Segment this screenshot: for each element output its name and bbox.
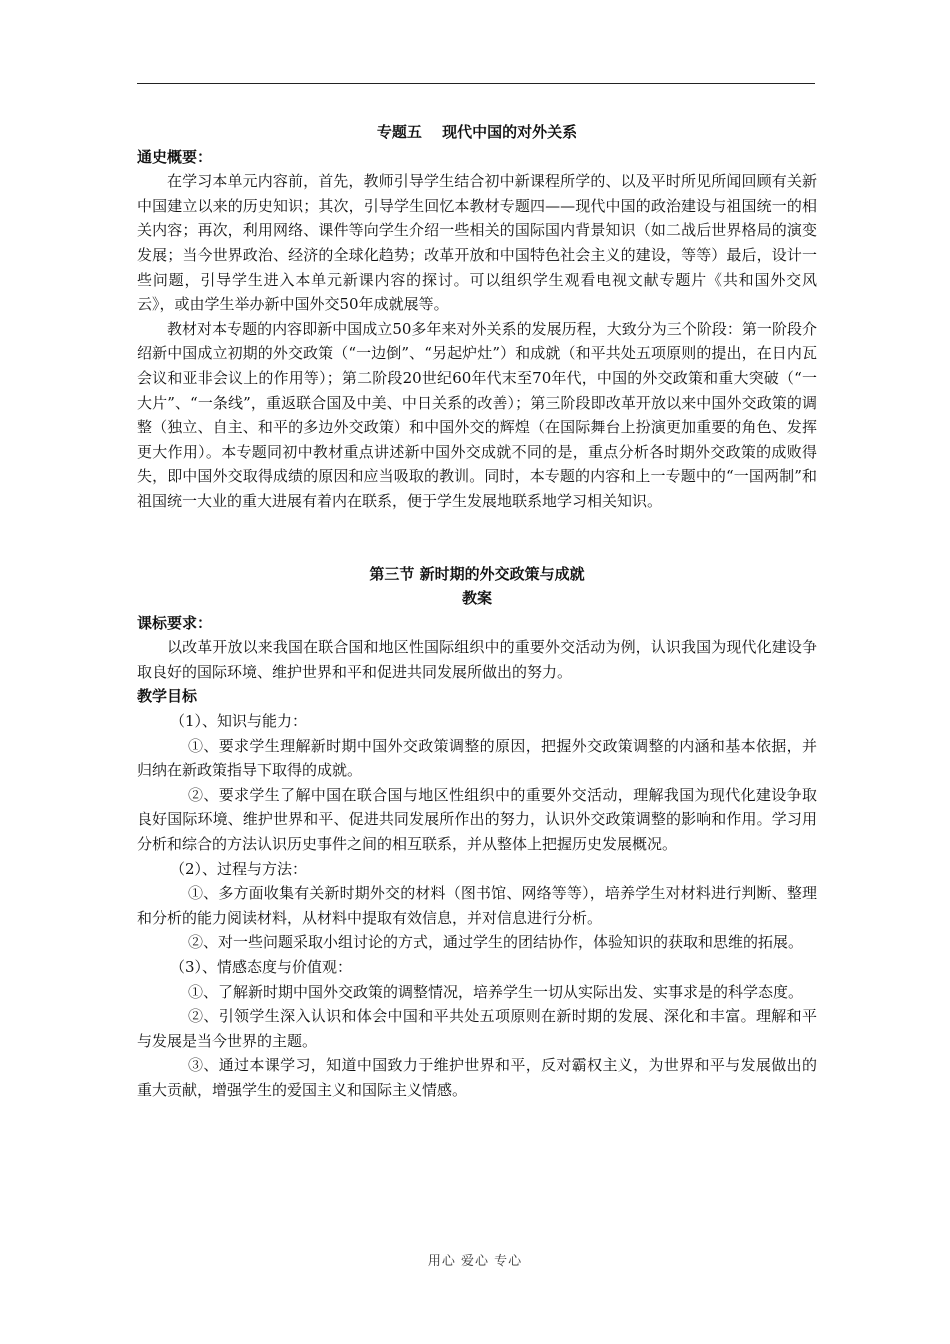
goal-label-3: （3）、情感态度与价值观：	[170, 958, 353, 976]
standard-heading: 课标要求：	[137, 613, 213, 632]
goal-item: ②、要求学生了解中国在联合国与地区性组织中的重要外交活动，理解我国为现代化建设争取良好国际环境、维护世界和平、促进共同发展所作出的努力，认识外交政策调整的影响和作用。学习用分析和综合的方法认识历史事件之间的相互联系，并从整体上把握历史发展概况。	[137, 785, 817, 854]
goal-item: ③、通过本课学习，知道中国致力于维护世界和平，反对霸权主义，为世界和平与发展做出的重大贡献，增强学生的爱国主义和国际主义情感。	[137, 1056, 817, 1099]
goal-label-1: （1）、知识与能力：	[170, 712, 308, 731]
overview-paragraph-2: 教材对本专题的内容即新中国成立50多年来对外关系的发展历程，大致分为三个阶段：第一阶段介绍新中国成立初期的外交政策（“一边倒”、“另起炉灶”）和成就（和平共处五项原则的提出，在日内瓦会议和亚非会议上的作用等）；第二阶段20世纪60年代末至70年代，中国的外交政策和重大突破（“一大片”、“一条线”，重返联合国及中美、中日关系的改善）；第三阶段即改革开放以来中国外交政策的调整（独立、自主、和平的多边外交政策）和中国外交的辉煌（在国际舞台上扮演更加重要的角色、发挥更大作用）。本专题同初中教材重点讲述新中国外交成就不同的是，重点分析各时期外交政策的成败得失，即中国外交取得成绩的原因和应当吸取的教训。同时，本专题的内容和上一专题中的“一国两制”和祖国统一大业的重大进展有着内在联系，便于学生发展地联系地学习相关知识。	[137, 319, 817, 510]
goal-item: ①、要求学生理解新时期中国外交政策调整的原因，把握外交政策调整的内涵和基本依据，并归纳在新政策指导下取得的成就。	[137, 736, 817, 780]
goal-item: ①、了解新时期中国外交政策的调整情况，培养学生一切从实际出发、实事求是的科学态度。	[188, 982, 804, 1001]
page-footer: 用心 爱心 专心	[427, 1254, 523, 1269]
goal-item: ②、对一些问题采取小组讨论的方式，通过学生的团结协作，体验知识的获取和思维的拓展。	[188, 933, 804, 952]
overview-paragraph-1: 在学习本单元内容前，首先，教师引导学生结合初中新课程所学的、以及平时所见所闻回顾有关新中国建立以来的历史知识；其次，引导学生回忆本教材专题四——现代中国的政治建设与祖国统一的相关内容；再次，利用网络、课件等向学生介绍一些相关的国际国内背景知识（如二战后世界格局的演变发展；当今世界政治、经济的全球化趋势；改革开放和中国特色社会主义的建设，等等）最后，设计一些问题，引导学生进入本单元新课内容的探讨。可以组织学生观看电视文献专题片《共和国外交风云》，或由学生举办新中国外交50年成就展等。	[137, 172, 817, 314]
document-body	[137, 120, 817, 1103]
goal-item: ②、引领学生深入认识和体会中国和平共处五项原则在新时期的发展、深化和丰富。理解和平与发展是当今世界的主题。	[137, 1007, 817, 1050]
chapter-title: 专题五 现代中国的对外关系	[376, 123, 578, 141]
header-rule	[137, 83, 815, 84]
goals-heading: 教学目标	[137, 687, 198, 706]
goal-item: ①、多方面收集有关新时期外交的材料（图书馆、网络等等），培养学生对材料进行判断、整理和分析的能力阅读材料，从材料中提取有效信息，并对信息进行分析。	[137, 884, 817, 927]
section-title: 第三节 新时期的外交政策与成就	[369, 564, 585, 583]
overview-heading: 通史概要：	[137, 147, 213, 166]
standard-paragraph: 以改革开放以来我国在联合国和地区性国际组织中的重要外交活动为例，认识我国为现代化建设争取良好的国际环境、维护世界和平和促进共同发展所做出的努力。	[137, 638, 817, 681]
goal-label-2: （2）、过程与方法：	[170, 859, 308, 878]
section-subtitle: 教案	[461, 589, 492, 608]
